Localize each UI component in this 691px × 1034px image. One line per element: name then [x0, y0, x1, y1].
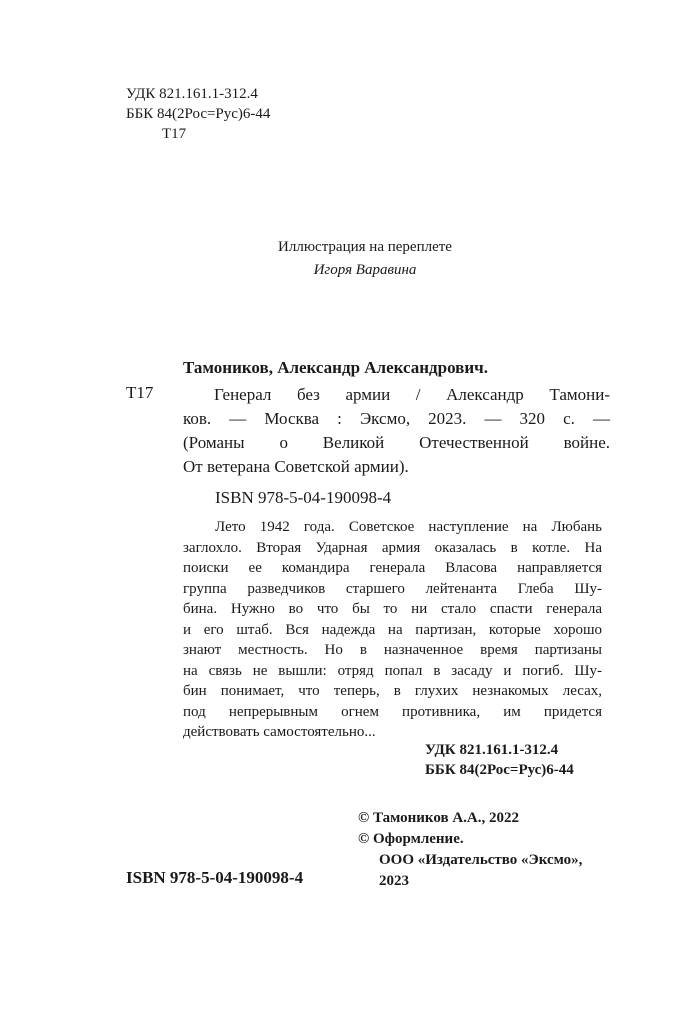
catalog-bbk: ББК 84(2Рос=Рус)6-44 — [425, 762, 574, 778]
annotation-line: группа разведчиков старшего лейтенанта Глеба Шу- — [183, 580, 602, 597]
udk-code: УДК 821.161.1-312.4 — [126, 86, 258, 102]
classification-block — [126, 84, 270, 144]
description-line: От ветерана Советской армии). — [183, 457, 409, 476]
illustration-credit — [260, 236, 470, 282]
annotation-line: на связь не вышли: отряд попал в засаду и погиб. Шу- — [183, 662, 602, 679]
catalog-classification — [425, 740, 574, 780]
annotation-line: бин понимает, что теперь, в глухих незнакомых лесах, — [183, 683, 602, 699]
author-mark: Т17 — [162, 126, 187, 142]
copyright-block — [358, 808, 582, 892]
copyright-design: © Оформление. — [358, 831, 464, 847]
annotation-line: под непрерывным огнем противника, им придется — [183, 703, 602, 720]
annotation-line: поиски ее командира генерала Власова направляется — [183, 560, 602, 576]
annotation-line: заглохло. Вторая Ударная армия оказалась в котле. На — [183, 539, 602, 556]
description-line: Генерал без армии / Александр Тамони- — [214, 385, 610, 404]
copyright-author: © Тамоников А.А., 2022 — [358, 810, 519, 826]
copyright-year: 2023 — [379, 873, 409, 889]
copyright-publisher: ООО «Издательство «Эксмо», — [379, 852, 583, 868]
annotation-line: бина. Нужно во что бы то ни стало спасти генерала — [183, 601, 602, 617]
catalog-author: Тамоников, Александр Александрович. — [183, 358, 488, 377]
catalog-isbn: ISBN 978-5-04-190098-4 — [215, 488, 392, 507]
illustration-artist: Игоря Варавина — [313, 262, 417, 278]
isbn-footer: ISBN 978-5-04-190098-4 — [126, 868, 304, 887]
illustration-caption: Иллюстрация на переплете — [278, 239, 452, 255]
annotation-line: знают местность. Но в назначенное время партизаны — [183, 642, 602, 658]
annotation-line: Лето 1942 года. Советское наступление на Любань — [215, 519, 602, 535]
description-line: (Романы о Великой Отечественной войне. — [183, 433, 610, 452]
bibliographic-description — [183, 383, 610, 479]
annotation-line: действовать самостоятельно... — [183, 724, 376, 740]
annotation — [183, 517, 602, 743]
catalog-author-mark: Т17 — [126, 383, 154, 402]
bbk-code: ББК 84(2Рос=Рус)6-44 — [126, 106, 271, 122]
description-line: ков. — Москва : Эксмо, 2023. — 320 с. — — [183, 409, 610, 428]
annotation-line: и его штаб. Вся надежда на партизан, которые хорошо — [183, 621, 602, 638]
catalog-udk: УДК 821.161.1-312.4 — [425, 742, 559, 758]
